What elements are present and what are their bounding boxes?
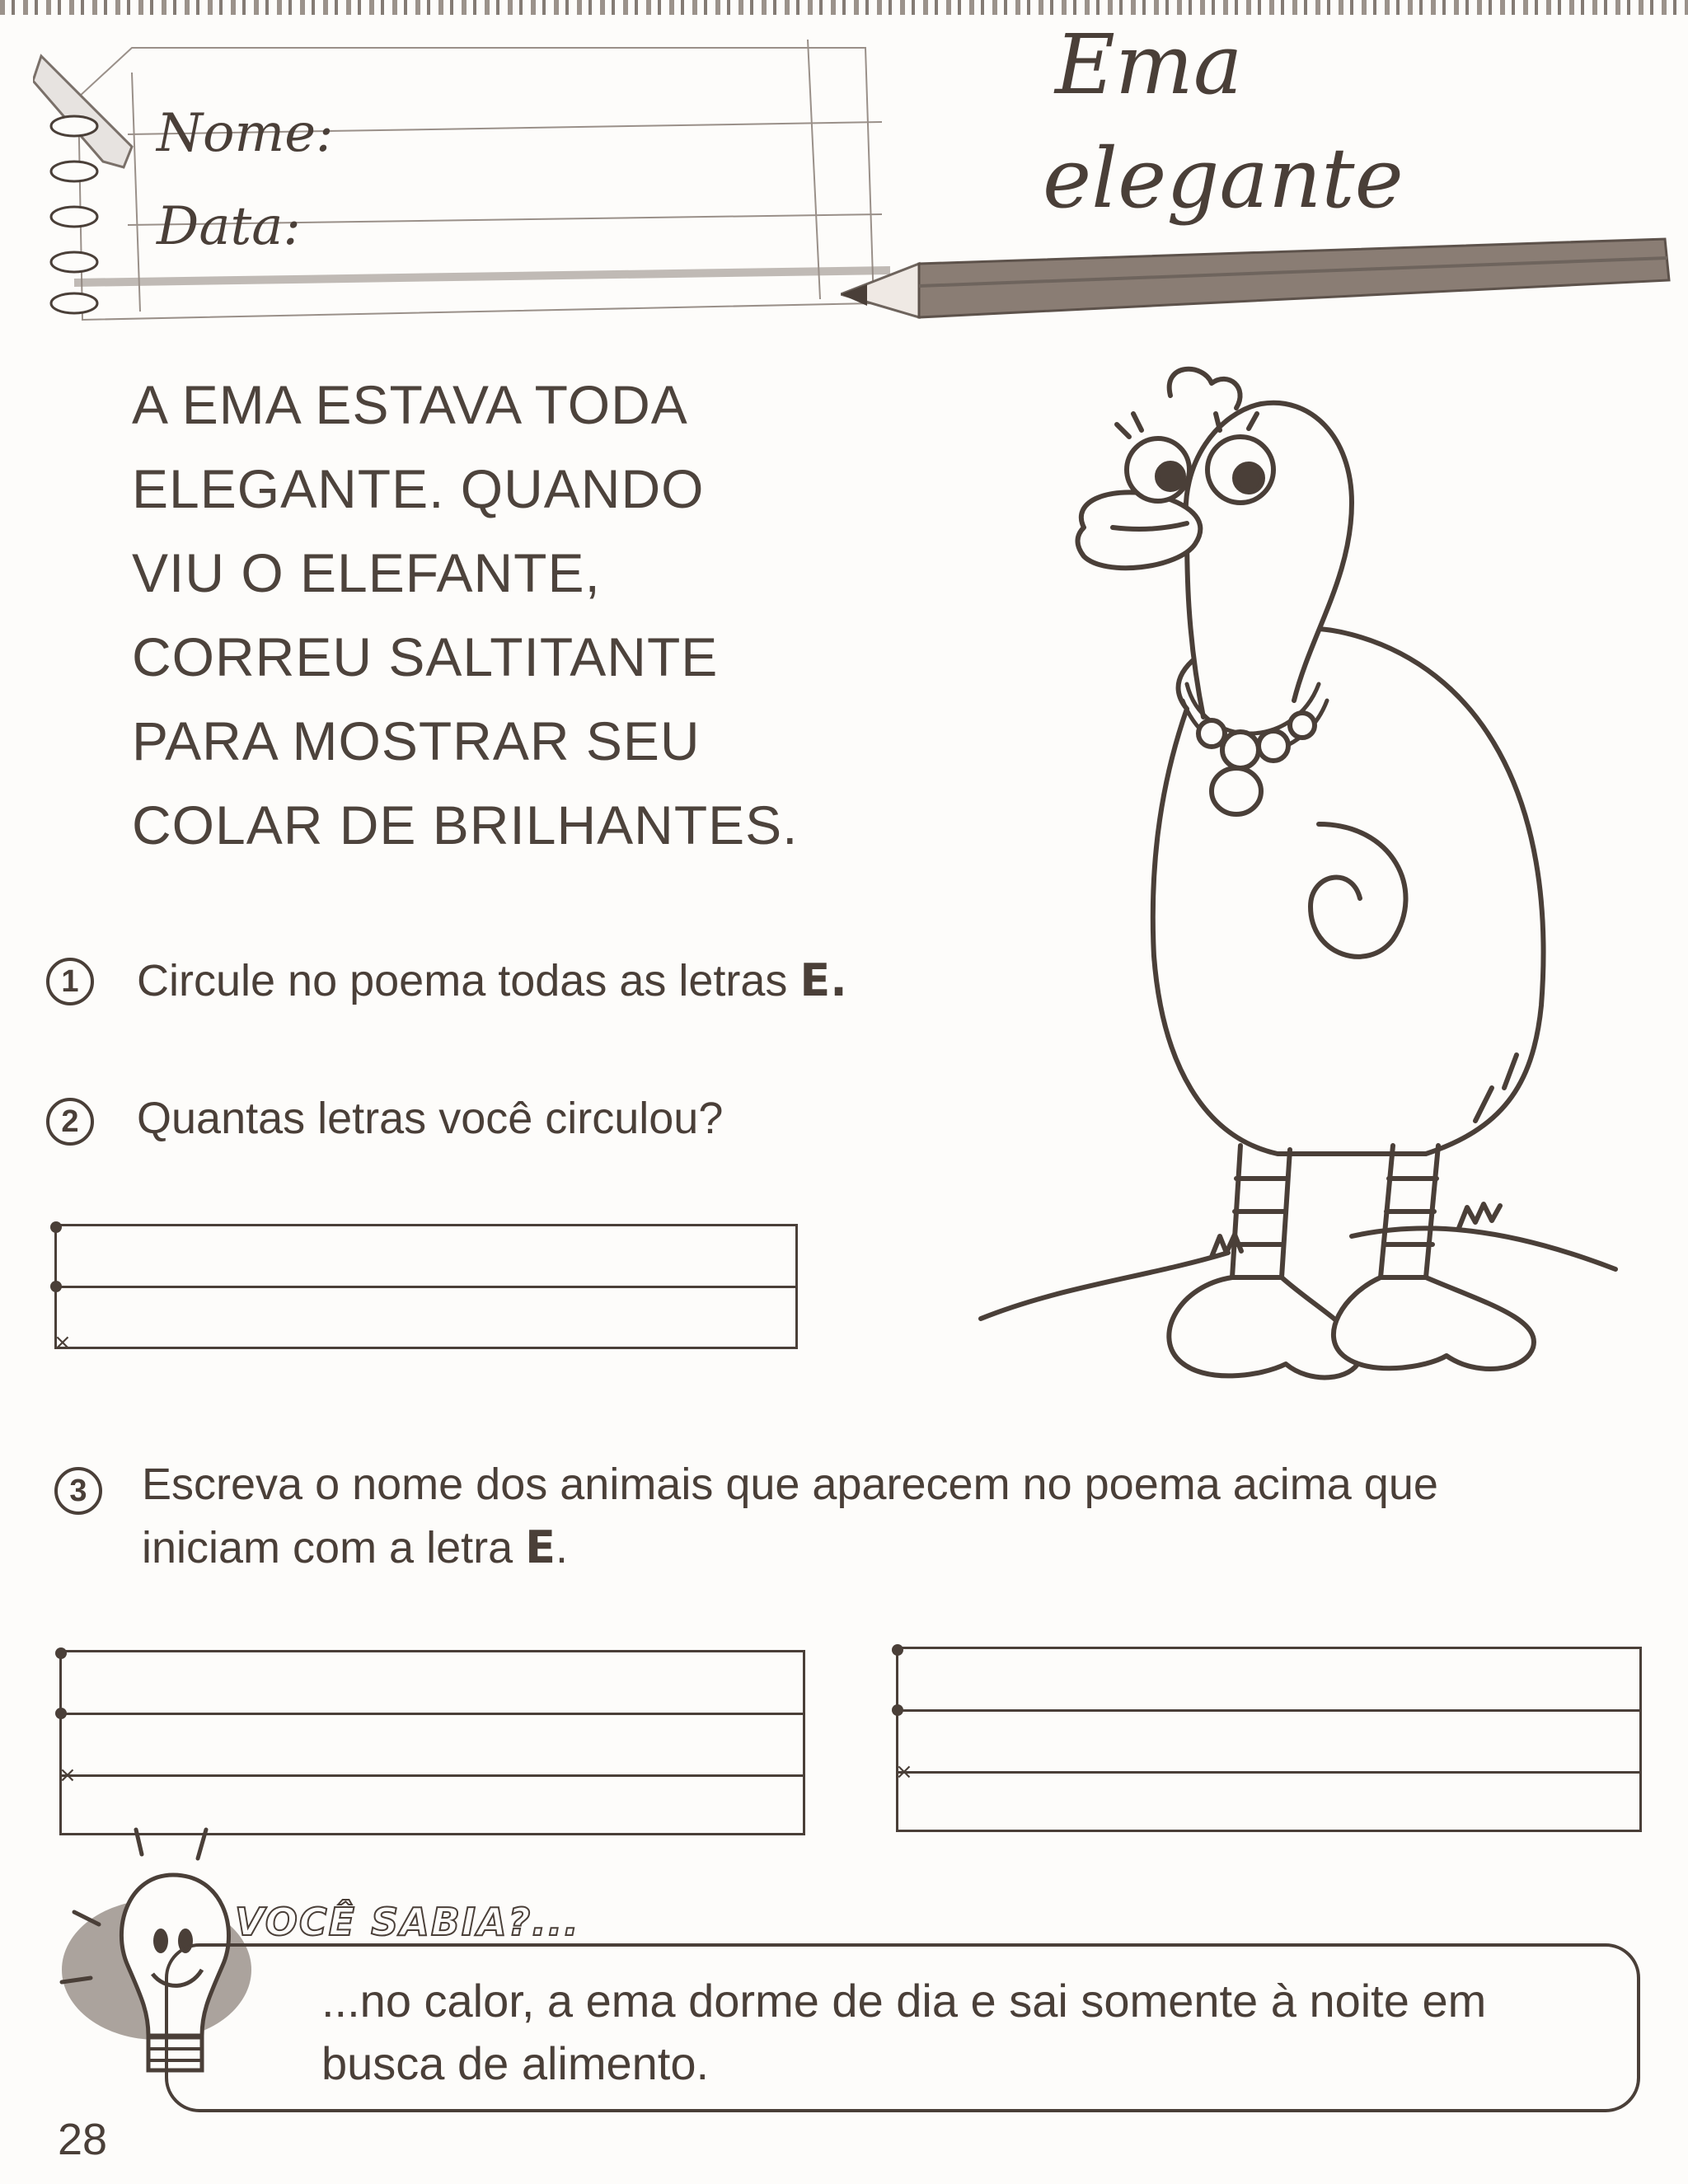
poem [132,363,874,867]
did-you-know-text [321,1970,1599,2095]
question-1-bold-letter: E. [799,954,847,1006]
writing-guide-dot [55,1647,67,1659]
question-3-period: . [556,1523,569,1572]
question-number-3: 3 [54,1467,102,1515]
writing-guide-dot [50,1221,62,1233]
poem-line: VIU O ELEFANTE, [132,542,601,603]
name-date-card [33,23,894,328]
writing-baseline-mark: × [54,1330,72,1355]
question-3-text-line-1: Escreva o nome dos animais que aparecem no poema acima que [142,1460,1438,1509]
poem-line: ELEGANTE. QUANDO [132,458,705,519]
date-label: Data: [157,196,301,257]
poem-line: COLAR DE BRILHANTES. [132,794,799,855]
writing-guide-line [62,1713,803,1715]
did-you-know-title: VOCÊ SABIA?... [235,1900,580,1944]
question-3-bold-letter: E [525,1521,556,1573]
spiral-binding [0,0,1688,15]
writing-guide-dot [50,1281,62,1292]
pencil-icon [841,235,1673,326]
writing-guide-line [898,1709,1639,1712]
writing-baseline-mark: × [59,1763,77,1788]
writing-guide-dot [892,1644,903,1656]
writing-guide-dot [55,1708,67,1719]
poem-line: PARA MOSTRAR SEU [132,710,701,771]
answer-writing-box-left[interactable] [59,1650,805,1835]
question-3-label: iniciam com a letra [142,1523,526,1572]
poem-line: CORREU SALTITANTE [132,626,719,687]
question-1-label: Circule no poema todas as letras [137,956,800,1005]
answer-writing-box-right[interactable] [896,1647,1642,1832]
question-number-2: 2 [46,1098,94,1146]
writing-guide-line [62,1774,803,1777]
writing-guide-line [898,1771,1639,1774]
poem-line: A EMA ESTAVA TODA [132,374,688,435]
writing-baseline-mark: × [895,1760,913,1784]
did-you-know-line-1: ...no calor, a ema dorme de dia e sai somente à noite em [321,1975,1487,2027]
question-3-text-line-2 [142,1521,568,1573]
question-2-text: Quantas letras você circulou? [137,1094,724,1143]
title-line-1: Ema [1055,16,1243,113]
question-1-text [137,954,847,1006]
answer-writing-box[interactable] [54,1224,798,1355]
writing-guide-dot [892,1704,903,1716]
name-label: Nome: [157,103,334,164]
title-line-2: elegante [1043,130,1404,227]
page-number: 28 [58,2115,108,2164]
did-you-know-line-2: busca de alimento. [321,2037,710,2089]
emu-illustration [964,363,1624,1451]
question-number-1: 1 [46,958,94,1005]
writing-guide-line [57,1286,795,1288]
